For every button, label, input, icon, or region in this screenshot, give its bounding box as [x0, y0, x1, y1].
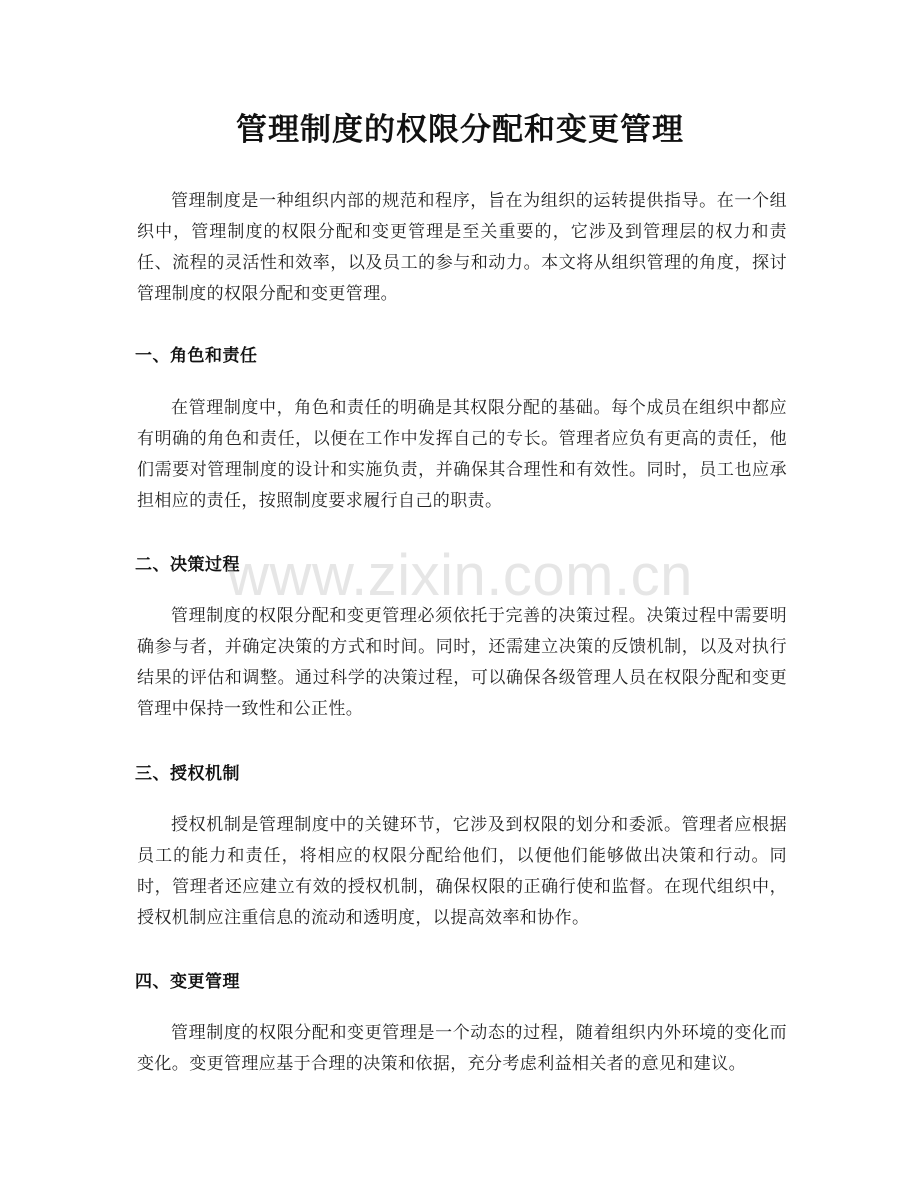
intro-paragraph: 管理制度是一种组织内部的规范和程序，旨在为组织的运转提供指导。在一个组织中，管理制度的权限分配和变更管理是至关重要的，它涉及到管理层的权力和责任、流程的灵活性和效率，以及员工的参与和动力。本文将从组织管理的角度，探讨管理制度的权限分配和变更管理。 — [137, 191, 787, 304]
section-heading-decision: 二、决策过程 — [135, 555, 240, 575]
section-body-change: 管理制度的权限分配和变更管理是一个动态的过程，随着组织内外环境的变化而变化。变更管理应基于合理的决策和依据，充分考虑利益相关者的意见和建议。 — [137, 1023, 787, 1074]
section-heading-change: 四、变更管理 — [135, 972, 240, 992]
site-watermark: www.zixin.com.cn — [227, 543, 693, 608]
section-body-decision: 管理制度的权限分配和变更管理必须依托于完善的决策过程。决策过程中需要明确参与者，并确定决策的方式和时间。同时，还需建立决策的反馈机制，以及对执行结果的评估和调整。通过科学的决策过程，可以确保各级管理人员在权限分配和变更管理中保持一致性和公正性。 — [137, 606, 787, 719]
section-body-roles: 在管理制度中，角色和责任的明确是其权限分配的基础。每个成员在组织中都应有明确的角色和责任，以便在工作中发挥自己的专长。管理者应负有更高的责任，他们需要对管理制度的设计和实施负责，并确保其合理性和有效性。同时，员工也应承担相应的责任，按照制度要求履行自己的职责。 — [137, 398, 787, 511]
section-body-authorization: 授权机制是管理制度中的关键环节，它涉及到权限的划分和委派。管理者应根据员工的能力和责任，将相应的权限分配给他们，以便他们能够做出决策和行动。同时，管理者还应建立有效的授权机制，确保权限的正确行使和监督。在现代组织中，授权机制应注重信息的流动和透明度，以提高效率和协作。 — [137, 815, 787, 928]
document-title: 管理制度的权限分配和变更管理 — [236, 112, 684, 148]
section-heading-authorization: 三、授权机制 — [135, 764, 240, 784]
section-heading-roles: 一、角色和责任 — [135, 346, 258, 366]
